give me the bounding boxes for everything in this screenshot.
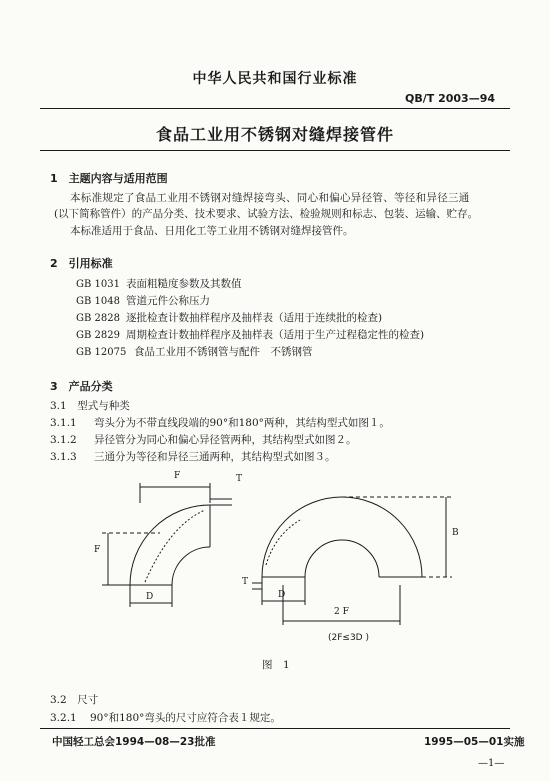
title-rule (40, 150, 510, 151)
reference-code: GB 12075 (76, 347, 127, 358)
clause-text: 三通分为等径和异径三通两种，其结构型式如图３。 (94, 451, 336, 463)
clause-item (50, 449, 336, 465)
clause-number: 3.1.2 (50, 434, 77, 446)
effective-date: 1995—05—01实施 (424, 736, 525, 748)
reference-item (76, 293, 210, 310)
figure-1-drawing (0, 465, 550, 665)
reference-title: 周期检查计数抽样程序及抽样表（适用于生产过程稳定性的检查) (126, 329, 425, 341)
figure-label-B: B (452, 528, 459, 538)
figure-label-T-elbow180: T (242, 577, 249, 587)
clause-text: 90°和180°弯头的尺寸应符合表１规定。 (90, 712, 281, 724)
section-1-para2: 本标准适用于食品、日用化工等工业用不锈钢对缝焊接管件。 (70, 225, 354, 237)
clause-item (50, 415, 390, 431)
header-rule (40, 108, 510, 109)
figure-label-D-elbow180: D (278, 590, 286, 600)
reference-title: 管道元件公称压力 (126, 295, 210, 307)
reference-item (76, 310, 382, 327)
standard-category-title: 中华人民共和国行业标准 (192, 71, 358, 87)
reference-item (76, 327, 424, 344)
reference-code: GB 2829 (76, 330, 120, 341)
reference-code: GB 2828 (76, 313, 120, 324)
figure-label-F-top: F (174, 471, 181, 481)
clause-number: 3.2.1 (50, 712, 77, 724)
figure-label-D-elbow90: D (146, 592, 154, 602)
clause-text: 异径管分为同心和偏心异径管两种，其结构型式如图２。 (94, 434, 357, 446)
section-2-heading: 2 引用标准 (50, 257, 113, 270)
section-1-para1-line2: (以下简称管件）的产品分类、技术要求、试验方法、检验规则和标志、包装、运输、贮存。 (54, 208, 479, 220)
figure-condition: (2F≤3D ) (328, 633, 369, 643)
clause-item (50, 432, 357, 448)
section-1-para1-line1: 本标准规定了食品工业用不锈钢对缝焊接弯头、同心和偏心异径管、等径和异径三通 (70, 192, 470, 204)
figure-label-2F: 2 F (334, 607, 349, 617)
subsection-3-2-heading: 3.2 尺寸 (50, 694, 99, 706)
page-number: —1— (478, 758, 505, 769)
reference-item (76, 276, 242, 293)
reference-code: GB 1048 (76, 296, 120, 307)
footer-rule (40, 728, 510, 729)
figure-label-T-elbow90: T (236, 474, 243, 484)
figure-caption: 图 1 (262, 659, 290, 671)
document-title: 食品工业用不锈钢对缝焊接管件 (155, 125, 394, 144)
elbow-180-drawing (252, 497, 452, 625)
section-1-heading: 1 主题内容与适用范围 (50, 172, 168, 185)
clause-number: 3.1.3 (50, 451, 77, 463)
section-3-heading: 3 产品分类 (50, 380, 113, 393)
reference-item (76, 344, 313, 361)
reference-title: 食品工业用不锈钢管与配件 不锈钢管 (134, 346, 313, 358)
subsection-3-1-heading: 3.1 型式与种类 (50, 400, 130, 412)
reference-title: 表面粗糙度参数及其数值 (126, 278, 242, 290)
elbow-90-drawing (102, 483, 232, 607)
clause-text: 弯头分为不带直线段端的90°和180°两种，其结构型式如图１。 (94, 417, 390, 429)
clause-number: 3.1.1 (50, 417, 77, 429)
reference-title: 逐批检查计数抽样程序及抽样表（适用于连续批的检查) (126, 312, 383, 324)
figure-label-F-left: F (94, 545, 101, 555)
clause-item (50, 710, 281, 726)
standard-code: QB/T 2003—94 (405, 92, 496, 105)
reference-code: GB 1031 (76, 279, 120, 290)
approval-date: 中国轻工总会1994—08—23批准 (52, 736, 216, 748)
